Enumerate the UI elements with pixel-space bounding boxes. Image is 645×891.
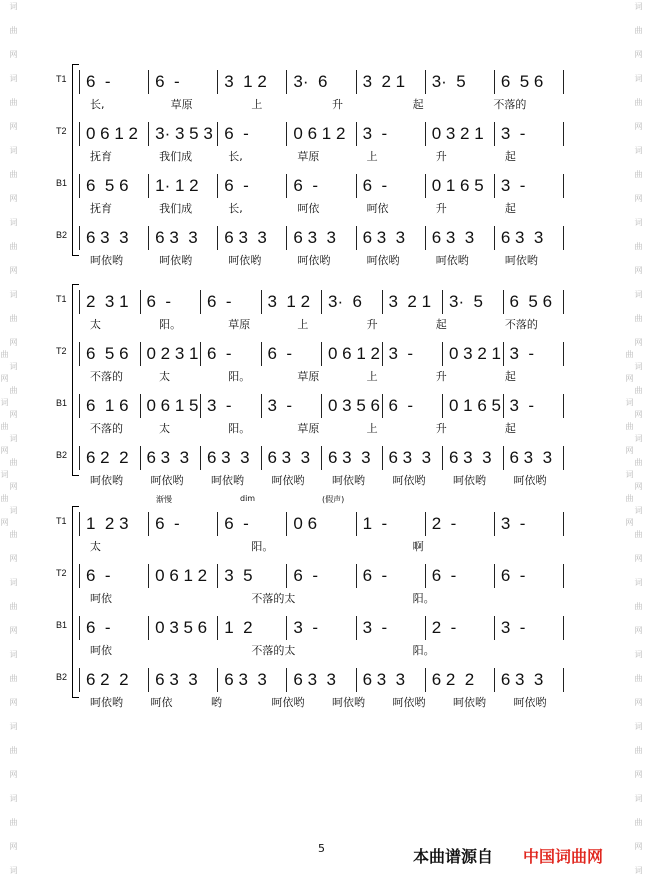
lyric: 草原 <box>228 318 251 331</box>
measure: 6 3 3 <box>207 448 250 467</box>
lyric: 呵依哟 <box>297 254 331 267</box>
system-brace <box>72 506 79 698</box>
lyric: 呵依哟 <box>90 696 123 709</box>
barline <box>494 174 495 198</box>
measure: 6 3 3 <box>362 228 406 247</box>
barline <box>79 226 80 250</box>
measure: 2 - <box>431 618 457 637</box>
measure: 0 6 1 2 <box>155 566 208 585</box>
barline <box>286 512 287 536</box>
measure: 6 3 3 <box>155 670 198 689</box>
barline <box>442 342 443 366</box>
barline <box>217 668 218 692</box>
barline <box>321 342 322 366</box>
lyric: 呵依 <box>90 644 112 657</box>
barline <box>425 668 426 692</box>
lyric: 阳。 <box>251 540 274 553</box>
measure: 2 3 1 <box>86 292 129 311</box>
lyric: 呵依 <box>297 202 320 215</box>
measure: 0 6 <box>293 514 318 533</box>
barline-end <box>563 174 564 198</box>
measure: 3 - <box>388 344 414 363</box>
lyric: 上 <box>251 98 263 111</box>
measure: 6 3 3 <box>388 448 432 467</box>
measure: 6 3 3 <box>86 228 129 247</box>
measure: 0 6 1 5 <box>146 396 199 415</box>
measure: 6 - <box>207 344 232 363</box>
lyric: 呵依 <box>366 202 389 215</box>
watermark-right: 词曲网词曲网词曲网词曲网词曲网词曲网词曲网词曲网词曲网词曲网词曲网词曲网词曲网词曲网词曲网 <box>625 1 643 890</box>
lyric: 阳。 <box>412 644 435 657</box>
lyric: 呵依哟 <box>150 474 184 487</box>
part-label: T2 <box>56 126 67 136</box>
measure: 3 5 <box>224 566 253 585</box>
measure: 6 3 3 <box>509 448 553 467</box>
measure: 6 - <box>155 514 180 533</box>
lyric: 不落的太 <box>251 592 296 605</box>
lyric: 升 <box>332 98 343 111</box>
part-label: T2 <box>56 568 67 578</box>
lyric: 呵依哟 <box>435 254 469 267</box>
lyric: 呵依哟 <box>513 474 547 487</box>
measure: 6 2 2 <box>86 670 129 689</box>
lyric: 我们成 <box>159 150 193 163</box>
barline <box>148 564 149 588</box>
barline <box>79 512 80 536</box>
lyric: 上 <box>366 422 378 435</box>
lyric: 起 <box>412 98 424 111</box>
barline <box>382 342 383 366</box>
measure: 6 2 2 <box>86 448 129 467</box>
lyric: 不落的 <box>90 422 123 435</box>
lyric: 起 <box>435 318 447 331</box>
barline <box>356 668 357 692</box>
measure: 6 5 6 <box>509 292 553 311</box>
part-label: T1 <box>56 74 67 84</box>
measure: 6 - <box>224 514 249 533</box>
measure: 0 3 5 6 <box>155 618 208 637</box>
lyric: 呵依哟 <box>159 254 193 267</box>
barline-end <box>563 342 564 366</box>
lyric: 呵依哟 <box>332 696 365 709</box>
measure: 3 2 1 <box>362 72 406 91</box>
barline <box>286 564 287 588</box>
barline <box>148 70 149 94</box>
measure: 3 - <box>267 396 293 415</box>
lyric: 呵依哟 <box>332 474 365 487</box>
measure: 6 3 3 <box>293 228 336 247</box>
measure: 6 5 6 <box>500 72 544 91</box>
barline <box>425 616 426 640</box>
barline <box>217 512 218 536</box>
measure: 6 3 3 <box>224 228 267 247</box>
measure: 6 3 3 <box>500 228 544 247</box>
lyric: 呵依哟 <box>211 474 244 487</box>
lyric: 阳。 <box>228 370 251 383</box>
lyric: 呵依 <box>90 592 112 605</box>
barline-end <box>563 122 564 146</box>
part-label: T1 <box>56 516 67 526</box>
barline <box>286 122 287 146</box>
barline <box>321 446 322 470</box>
barline <box>200 394 201 418</box>
lyric: 呵依哟 <box>271 696 305 709</box>
barline <box>425 70 426 94</box>
lyric: 长, <box>228 202 243 215</box>
lyric: 不落的太 <box>251 644 296 657</box>
measure: 3· 5 <box>449 292 484 311</box>
lyric: 我们成 <box>159 202 193 215</box>
measure: 6 - <box>86 72 111 91</box>
measure: 6 5 6 <box>86 344 129 363</box>
barline <box>425 226 426 250</box>
measure: 0 6 1 2 <box>86 124 138 143</box>
barline <box>425 174 426 198</box>
measure: 0 1 6 5 <box>431 176 484 195</box>
measure: 6 3 3 <box>267 448 311 467</box>
barline <box>261 342 262 366</box>
barline-end <box>563 446 564 470</box>
barline <box>79 446 80 470</box>
barline <box>261 446 262 470</box>
lyric: 呵依哟 <box>271 474 305 487</box>
measure: 3 - <box>362 618 388 637</box>
barline <box>79 616 80 640</box>
barline <box>148 512 149 536</box>
lyric: 呵依哟 <box>90 254 123 267</box>
part-label: B2 <box>56 450 68 460</box>
measure: 1 - <box>362 514 388 533</box>
barline <box>79 342 80 366</box>
barline <box>494 564 495 588</box>
measure: 6 - <box>155 72 180 91</box>
measure: 6 - <box>293 566 318 585</box>
measure: 1 2 <box>224 618 253 637</box>
lyric: 上 <box>366 150 378 163</box>
barline <box>356 616 357 640</box>
lyric: 呵依哟 <box>392 696 426 709</box>
barline <box>217 122 218 146</box>
measure: 6 - <box>388 396 414 415</box>
lyric: 呵依哟 <box>366 254 400 267</box>
measure: 6 3 3 <box>431 228 475 247</box>
lyric: 起 <box>504 150 516 163</box>
lyric: 抚育 <box>90 150 112 163</box>
barline-end <box>563 616 564 640</box>
barline <box>494 226 495 250</box>
measure: 6 2 2 <box>431 670 475 689</box>
barline <box>79 668 80 692</box>
part-label: B2 <box>56 230 68 240</box>
barline <box>200 290 201 314</box>
measure: 6 5 6 <box>86 176 129 195</box>
barline <box>494 122 495 146</box>
barline <box>286 226 287 250</box>
source-label: 本曲谱源自 <box>413 847 494 866</box>
barline <box>148 122 149 146</box>
barline <box>217 226 218 250</box>
barline <box>442 290 443 314</box>
lyric: 升 <box>435 370 447 383</box>
barline <box>442 446 443 470</box>
measure: 6 - <box>146 292 172 311</box>
measure: 6 - <box>224 176 249 195</box>
lyric: 不落的 <box>493 98 527 111</box>
lyric: 呵依哟 <box>453 696 486 709</box>
measure: 3· 6 <box>328 292 363 311</box>
measure: 3 - <box>362 124 388 143</box>
measure: 3 - <box>500 176 526 195</box>
barline-end <box>563 564 564 588</box>
lyric: 呵依哟 <box>392 474 426 487</box>
lyric: 呵依哟 <box>228 254 262 267</box>
measure: 6 - <box>431 566 457 585</box>
measure: 3 - <box>293 618 318 637</box>
measure: 3 1 2 <box>267 292 311 311</box>
barline <box>321 394 322 418</box>
barline <box>425 512 426 536</box>
measure: 3 - <box>500 514 526 533</box>
barline <box>217 174 218 198</box>
barline <box>140 394 141 418</box>
measure: 3 - <box>509 344 535 363</box>
barline <box>148 616 149 640</box>
barline <box>382 394 383 418</box>
lyric: 长, <box>90 98 105 111</box>
watermark-left: 词曲网词曲网词曲网词曲网词曲网词曲网词曲网词曲网词曲网词曲网词曲网词曲网词曲网词曲网词曲网 <box>0 1 18 890</box>
barline <box>79 564 80 588</box>
lyric: 升 <box>366 318 378 331</box>
tempo-marking: 渐慢 <box>156 495 172 504</box>
barline <box>148 668 149 692</box>
lyric: 升 <box>435 202 447 215</box>
barline <box>356 70 357 94</box>
barline <box>382 290 383 314</box>
barline <box>79 290 80 314</box>
measure: 1· 1 2 <box>155 176 199 195</box>
measure: 6 3 3 <box>155 228 198 247</box>
page-number: 5 <box>318 842 325 855</box>
lyric: 草原 <box>297 370 320 383</box>
barline <box>494 512 495 536</box>
falsetto-marking: (假声) <box>322 495 345 504</box>
barline <box>148 226 149 250</box>
measure: 0 3 2 1 <box>449 344 501 363</box>
lyric: 呵依哟 <box>513 696 547 709</box>
measure: 3 - <box>207 396 232 415</box>
measure: 6 - <box>86 566 111 585</box>
measure: 3 2 1 <box>388 292 432 311</box>
lyric: 抚育 <box>90 202 112 215</box>
lyric: 长, <box>228 150 243 163</box>
measure: 6 - <box>207 292 232 311</box>
barline <box>286 668 287 692</box>
barline <box>356 226 357 250</box>
lyric: 草原 <box>297 150 320 163</box>
part-label: B1 <box>56 620 68 630</box>
lyric: 呵依哟 <box>90 474 123 487</box>
measure: 6 3 3 <box>362 670 406 689</box>
barline <box>140 342 141 366</box>
measure: 6 - <box>86 618 111 637</box>
barline <box>382 446 383 470</box>
measure: 6 - <box>362 176 388 195</box>
barline <box>356 564 357 588</box>
lyric: 草原 <box>170 98 193 111</box>
lyric: 太 <box>90 318 101 331</box>
barline-end <box>563 512 564 536</box>
barline-end <box>563 394 564 418</box>
lyric: 太 <box>159 422 171 435</box>
barline <box>494 616 495 640</box>
barline <box>494 70 495 94</box>
part-label: T2 <box>56 346 67 356</box>
barline <box>140 290 141 314</box>
part-label: B1 <box>56 178 68 188</box>
measure: 6 3 3 <box>146 448 190 467</box>
barline <box>442 394 443 418</box>
lyric: 阳。 <box>412 592 435 605</box>
barline <box>148 174 149 198</box>
lyric: 太 <box>159 370 171 383</box>
barline <box>503 290 504 314</box>
barline <box>356 122 357 146</box>
measure: 3 - <box>500 618 526 637</box>
measure: 6 - <box>362 566 388 585</box>
system-brace <box>72 284 79 476</box>
measure: 6 3 3 <box>293 670 336 689</box>
measure: 6 - <box>500 566 526 585</box>
part-label: B1 <box>56 398 68 408</box>
barline <box>503 446 504 470</box>
measure: 2 - <box>431 514 457 533</box>
lyric: 啊 <box>412 540 424 553</box>
lyric: 起 <box>504 370 516 383</box>
barline-end <box>563 290 564 314</box>
lyric: 起 <box>504 422 516 435</box>
barline <box>79 122 80 146</box>
barline <box>200 446 201 470</box>
barline <box>356 512 357 536</box>
measure: 0 1 6 5 <box>449 396 501 415</box>
part-label: B2 <box>56 672 68 682</box>
barline-end <box>563 226 564 250</box>
barline-end <box>563 70 564 94</box>
barline <box>217 616 218 640</box>
lyric: 草原 <box>297 422 320 435</box>
measure: 6 3 3 <box>500 670 544 689</box>
barline <box>140 446 141 470</box>
measure: 0 3 5 6 <box>328 396 380 415</box>
measure: 0 6 1 2 <box>293 124 346 143</box>
barline-end <box>563 668 564 692</box>
lyric: 阳。 <box>159 318 182 331</box>
barline <box>261 394 262 418</box>
lyric: 呵依哟 <box>453 474 486 487</box>
barline <box>356 174 357 198</box>
barline <box>217 70 218 94</box>
barline <box>261 290 262 314</box>
lyric: 上 <box>366 370 378 383</box>
measure: 0 3 2 1 <box>431 124 484 143</box>
measure: 6 3 3 <box>449 448 492 467</box>
measure: 1 2 3 <box>86 514 129 533</box>
lyric: 阳。 <box>228 422 251 435</box>
part-label: T1 <box>56 294 67 304</box>
barline <box>79 70 80 94</box>
barline <box>503 394 504 418</box>
barline <box>200 342 201 366</box>
measure: 3· 5 <box>431 72 466 91</box>
lyric: 升 <box>435 422 447 435</box>
lyric: 太 <box>90 540 101 553</box>
lyric: 升 <box>435 150 447 163</box>
barline <box>503 342 504 366</box>
system-brace <box>72 64 79 256</box>
barline <box>286 174 287 198</box>
lyric: 上 <box>297 318 309 331</box>
measure: 3 1 2 <box>224 72 267 91</box>
barline <box>286 616 287 640</box>
measure: 6 - <box>224 124 249 143</box>
barline <box>494 668 495 692</box>
lyric: 呵依哟 <box>504 254 538 267</box>
lyric: 哟 <box>211 696 222 709</box>
barline <box>425 122 426 146</box>
measure: 6 3 3 <box>224 670 267 689</box>
measure: 3 - <box>509 396 535 415</box>
site-name: 中国词曲网 <box>523 847 604 866</box>
measure: 0 6 1 2 <box>328 344 380 363</box>
dim-marking: dim <box>240 494 256 503</box>
measure: 3 - <box>500 124 526 143</box>
measure: 6 1 6 <box>86 396 129 415</box>
barline <box>321 290 322 314</box>
lyric: 不落的 <box>504 318 538 331</box>
measure: 6 3 3 <box>328 448 371 467</box>
lyric: 呵依 <box>150 696 173 709</box>
barline <box>79 394 80 418</box>
lyric: 起 <box>504 202 516 215</box>
barline <box>425 564 426 588</box>
barline <box>79 174 80 198</box>
measure: 6 - <box>293 176 318 195</box>
measure: 3· 6 <box>293 72 328 91</box>
barline <box>217 564 218 588</box>
measure: 6 - <box>267 344 293 363</box>
barline <box>286 70 287 94</box>
measure: 0 2 3 1 <box>146 344 199 363</box>
lyric: 不落的 <box>90 370 123 383</box>
measure: 3· 3 5 3 <box>155 124 213 143</box>
